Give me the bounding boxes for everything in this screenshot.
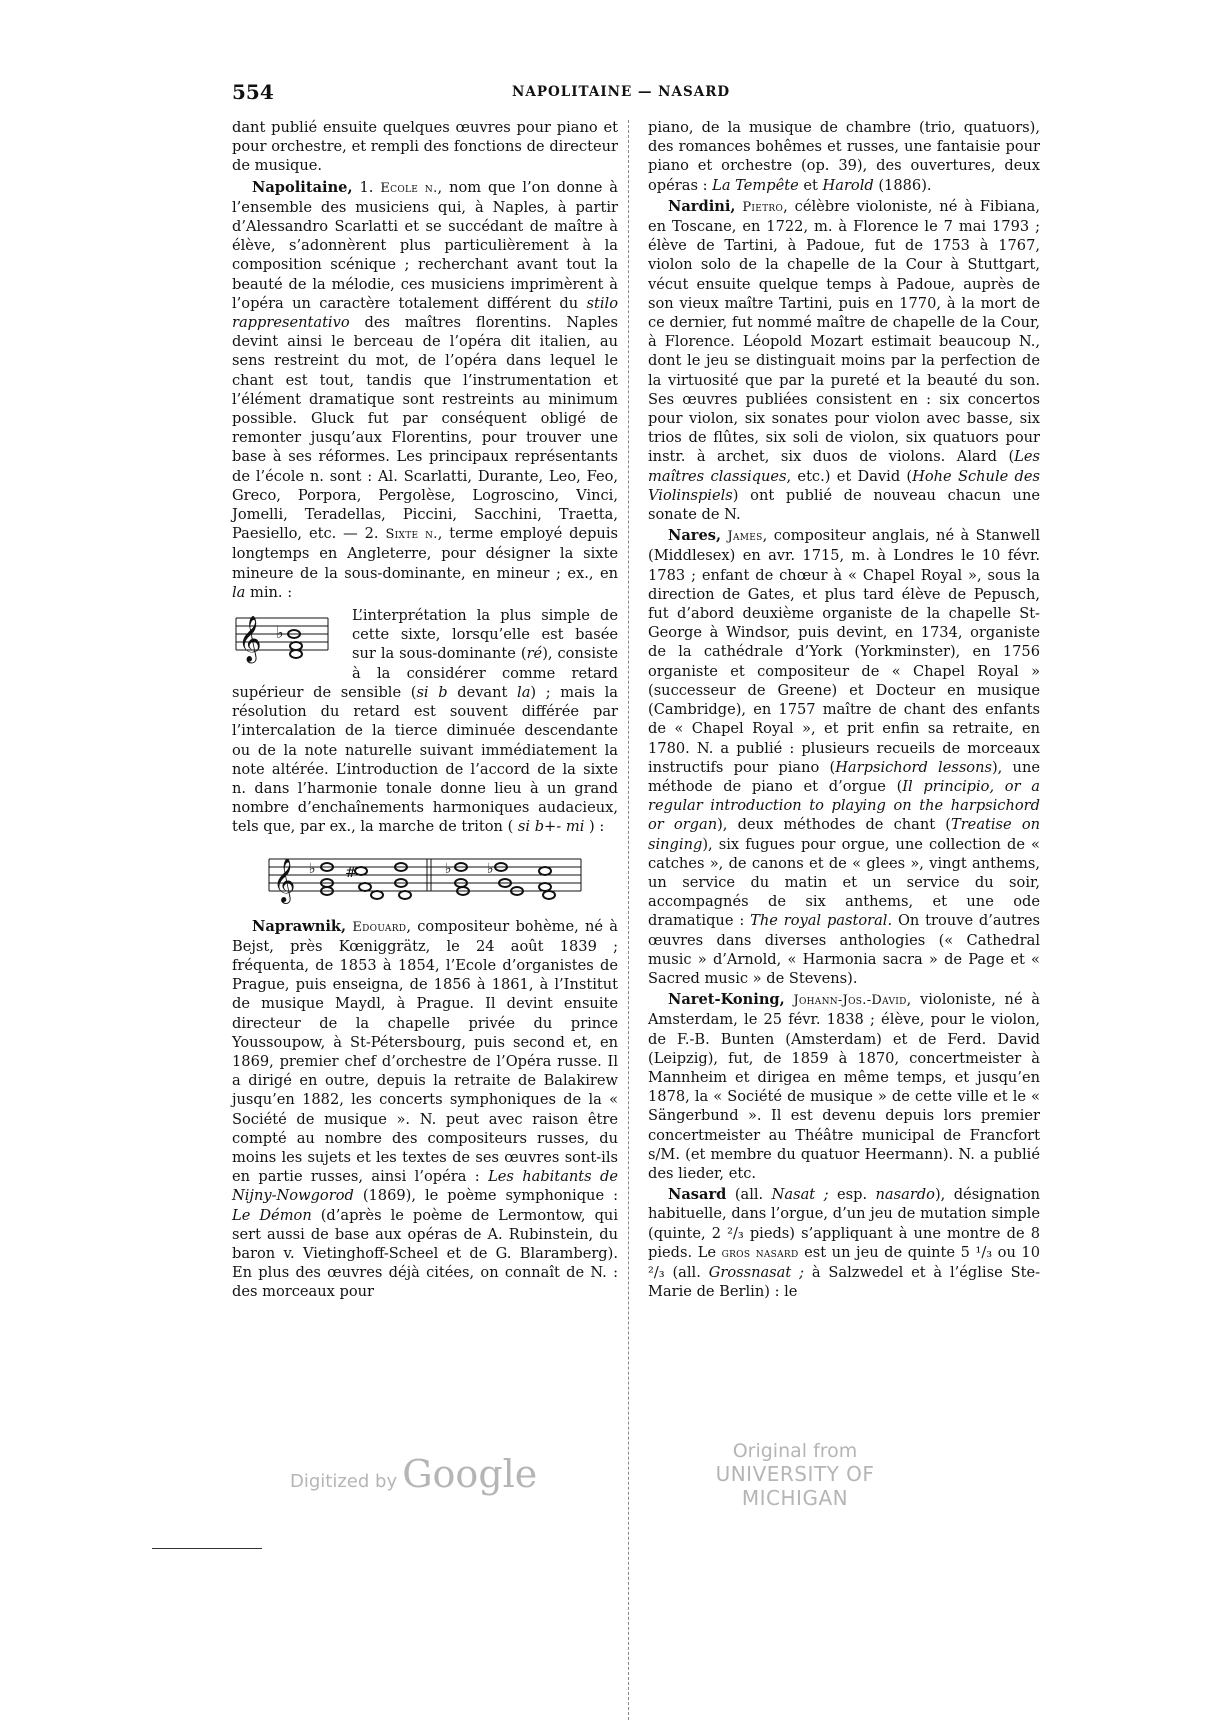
headword-naprawnik: Naprawnik, — [252, 917, 347, 935]
digitization-footer — [0, 1440, 1207, 1510]
entry-napolitaine: Napolitaine, 1. Ecole n., nom que l’on donne à l’ensemble des musiciens qui, à Naples, à partir d’Alessandro Scarlatti et se succédant de maître à élève, s’adonnèrent plus particulièrement à la composition scénique ; recherchant avant tout la beauté de la mélodie, ces musiciens imprimèrent à l’opéra un caractère totalement différent du stilo rappresentativo des maîtres florentins. Naples devint ainsi le berceau de l’opéra dit italien, au sens restreint du mot, de l’opéra dans lequel le chant est tout, tandis que l’instrumentation et l’élément dramatique sont restreints au minimum possible. Gluck fut par conséquent obligé de remonter jusqu’aux Florentins, pour trouver une base à ses réformes. Les principaux représentants de l’école n. sont : Al. Scarlatti, Durante, Leo, Feo, Greco, Porpora, Pergolèse, Logroscino, Vinci, Jomelli, Teradellas, Piccini, Sacchini, Traetta, Paesiello, etc. — 2. Sixte n., terme employé depuis longtemps en Angleterre, pour désigner la sixte mineure de la sous-dominante, en mineur ; ex., en la min. : — [232, 178, 619, 601]
headword-nares: Nares, — [668, 527, 722, 545]
music-staff-icon — [265, 851, 585, 907]
scan-artifact-line — [152, 1548, 262, 1549]
original-from-watermark: Original from UNIVERSITY OF MICHIGAN — [715, 1440, 875, 1510]
digitized-by-google-watermark: Digitized by Google — [290, 1452, 538, 1496]
svg-text:♭: ♭ — [445, 860, 452, 877]
page-header — [232, 80, 1040, 106]
svg-text:♭: ♭ — [487, 860, 494, 877]
paragraph-continuation: dant publié ensuite quelques œuvres pour piano et pour orchestre, et rempli des fonctions de directeur de musique. — [232, 119, 618, 175]
entry-naprawnik: Naprawnik, Edouard, compositeur bohème, né à Bejst, près Kœniggrätz, le 24 août 1839 ; fréquenta, de 1853 à 1854, l’Ecole d’organistes de Prague, puis enseigna, de 1856 à 1861, à l’Institut de musique Maydl, à Prague. Il devint ensuite directeur de la chapelle privée du prince Youssoupow, à St-Pétersbourg, puis second et, en 1869, premier chef d’orchestre de l’Opéra russe. Il a dirigé en outre, depuis la retraite de Balakirew jusqu’en 1882, les concerts symphoniques de la « Société de musique ». N. peut avec raison être compté au nombre des compositeurs russes, du moins les sujets et les textes de ses œuvres sont-ils en partie russes, ainsi l’opéra : Les habitants de Nijny-Nowgorod (1869), le poème symphonique : Le Démon (d’après le poème de Lermontow, qui sert aussi de base aux opéras de A. Rubinstein, du baron v. Vietinghoff-Scheel et de G. Blaramberg). En plus des œuvres déjà citées, on connaît de N. : des morceaux pour — [232, 917, 619, 1301]
svg-text:#: # — [345, 864, 357, 881]
music-example-1: 𝄞 ♭ L’interprétation la plus simple de cette sixte, lorsqu’elle est basée sur la sous-dominante (ré), consiste à la considérer comme retard supérieur de sensible (si b devant la) ; mais la résolution du retard est souvent différée par l’intercalation de la tierce diminuée descendante ou de la note naturelle suivant immédiatement la note altérée. L’introduction de l’accord de la sixte n. dans l’harmonie tonale donne lieu à un grand nombre d’enchaînements harmoniques audacieux, tels que, par ex., la marche de triton ( si b+- mi ) : — [232, 607, 618, 836]
svg-text:𝄞: 𝄞 — [238, 616, 262, 663]
svg-text:♭: ♭ — [309, 860, 316, 877]
entry-nares: Nares, James, compositeur anglais, né à Stanwell (Middlesex) en avr. 1715, m. à Londres le 10 févr. 1783 ; enfant de chœur à « Chapel Royal », sous la direction de Gates, et plus tard élève de Pepusch, fut d’abord deuxième organiste de la chapelle St-George à Windsor, puis devint, en 1734, organiste de la cathédrale d’York (Yorkminster), en 1756 organiste et compositeur de « Chapel Royal » (successeur de Greene) et Docteur en musique (Cambridge), en 1757 maître de chant des enfants de « Chapel Royal », et prit enfin sa retraite, en 1780. N. a publié : plusieurs recueils de morceaux instructifs pour piano (Harpsichord lessons), une méthode de piano et d’orgue (Il principio, or a regular introduction to playing on the harpsichord or organ), deux méthodes de chant (Treatise on singing), six fugues pour orgue, une collection de « catches », de canons et de « glees », vingt anthems, un service du matin et un service du soir, accompagnés de six anthems, et une ode dramatique : The royal pastoral. On trouve d’autres œuvres dans diverses anthologies (« Cathedral music » d’Arnold, « Harmonia sacra » de Page et « Sacred music » de Stevens). — [648, 527, 1041, 987]
headword-naret-koning: Naret-Koning, — [668, 991, 785, 1009]
entry-nardini: Nardini, Pietro, célèbre violoniste, né à Fibiana, en Toscane, en 1722, m. à Florence le 7 mai 1793 ; élève de Tartini, à Padoue, fut de 1753 à 1767, violon solo de la chapelle de la Cour à Stuttgart, vécut ensuite quelque temps à Padoue, auprès de son vieux maître Tartini, puis en 1770, à la mort de ce dernier, fut nommé maître de chapelle de la Cour, à Florence. Léopold Mozart estimait beaucoup N., dont le jeu se distinguait moins par la perfection de la virtuosité que par la pureté et la beauté du son. Ses œuvres publiées consistent en : six concertos pour violon, six sonates pour violon avec basse, six trios de flûtes, six soli de violon, six quatuors pour instr. à archet, six duos de violons. Alard (Les maîtres classiques, etc.) et David (Hohe Schule des Violinspiels) ont publié de nouveau chacun une sonate de N. — [648, 197, 1040, 524]
svg-text:𝄞: 𝄞 — [273, 857, 296, 902]
svg-text:♭: ♭ — [276, 623, 284, 643]
headword-nasard: Nasard — [668, 1186, 727, 1204]
right-column — [648, 118, 1040, 1301]
entry-naret-koning: Naret-Koning, Johann-Jos.-David, violoniste, né à Amsterdam, le 25 févr. 1838 ; élève, pour le violon, de F.-B. Bunten (Amsterdam) et de Ferd. David (Leipzig), fut, de 1859 à 1870, concertmeister à Mannheim et dirigea en même temps, et jusqu’en 1878, la « Société de musique » de cette ville et le « Sängerbund ». Il est devenu depuis lors premier concertmeister au Théâtre municipal de Francfort s/M. (et membre du quatuor Heermann). N. a publié des lieder, etc. — [648, 991, 1041, 1182]
left-column — [232, 118, 618, 1302]
music-staff-icon — [232, 606, 332, 666]
paragraph-continuation: piano, de la musique de chambre (trio, quatuors), des romances bohêmes et russes, une fantaisie pour piano et orchestre (op. 39), des ouvertures, deux opéras : La Tempête et Harold (1886). — [648, 119, 1040, 194]
running-title: NAPOLITAINE — NASARD — [512, 84, 731, 100]
headword-napolitaine: Napolitaine, — [252, 178, 353, 196]
entry-nasard: Nasard (all. Nasat ; esp. nasardo), désignation habituelle, dans l’orgue, d’un jeu de mutation simple (quinte, 2 ²/₃ pieds) s’appliquant à une montre de 8 pieds. Le gros nasard est un jeu de quinte 5 ¹/₃ ou 10 ²/₃ (all. Grossnasat ; à Salzwedel et à l’église Ste-Marie de Berlin) : le — [648, 1186, 1041, 1301]
page-number: 554 — [232, 80, 274, 104]
headword-nardini: Nardini, — [668, 197, 736, 215]
